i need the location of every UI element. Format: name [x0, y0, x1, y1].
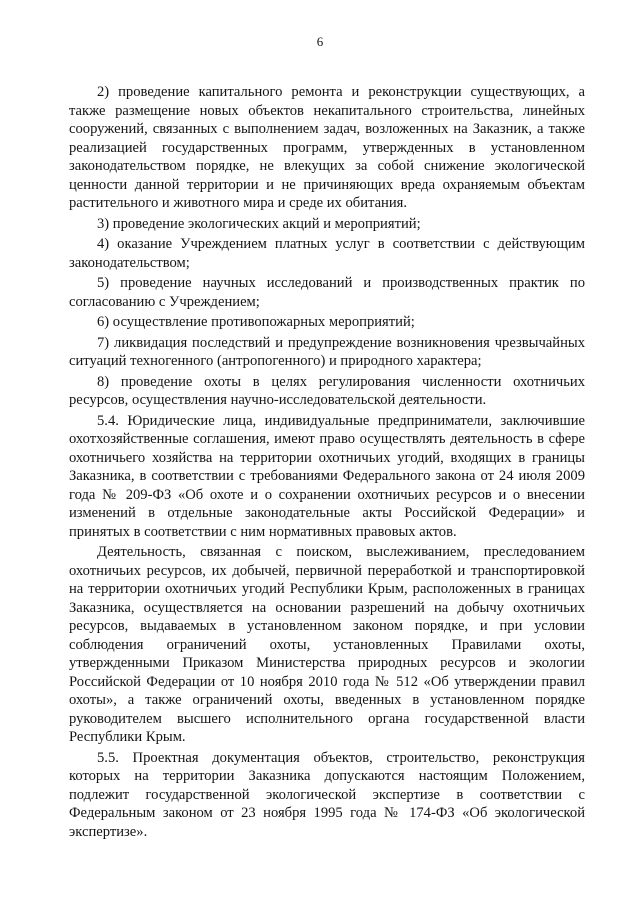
- paragraph-section-5-4: 5.4. Юридические лица, индивидуальные предприниматели, заключившие охотхозяйственные соглашения, имеют право осуществлять деятельность в сфере охотничьего хозяйства на территории охотничьих угодий, входящих в границы Заказника, в соответствии с требованиями Федерального закона от 24 июля 2009 года № 209-ФЗ «Об охоте и о сохранении охотничьих ресурсов и о внесении изменений в отдельные законодательные акты Российской Федерации» и принятых в соответствии с ним нормативных правовых актов.: [69, 412, 585, 540]
- document-body: [69, 83, 585, 843]
- paragraph-item-7: 7) ликвидация последствий и предупреждение возникновения чрезвычайных ситуаций техногенного (антропогенного) и природного характера;: [69, 334, 585, 369]
- paragraph-item-6: 6) осуществление противопожарных мероприятий;: [97, 314, 415, 330]
- paragraph-section-5-5: 5.5. Проектная документация объектов, строительство, реконструкция которых на территории Заказника допускаются настоящим Положением, подлежит государственной экологической экспертизе в соответствии с Федеральным законом от 23 ноября 1995 года № 174-ФЗ «Об экологической экспертизе».: [69, 749, 585, 840]
- page-number: 6: [316, 34, 324, 49]
- paragraph-item-2: 2) проведение капитального ремонта и реконструкции существующих, а также размещение новых объектов некапитального строительства, линейных сооружений, связанных с выполнением задач, возложенных на Заказник, а также реализацией государственных программ, утвержденных в установленном законодательством порядке, не влекущих за собой снижение экологической ценности данной территории и не причиняющих вреда охраняемым объектам растительного и животного мира и среде их обитания.: [69, 84, 585, 211]
- paragraph-item-3: 3) проведение экологических акций и мероприятий;: [97, 215, 421, 232]
- paragraph-item-8: 8) проведение охоты в целях регулирования численности охотничьих ресурсов, осуществления научно-исследовательской деятельности.: [69, 373, 585, 408]
- paragraph-hunting-activity: Деятельность, связанная с поиском, выслеживанием, преследованием охотничьих ресурсов, их добычей, первичной переработкой и транспортировкой на территории охотничьих угодий Республики Крым, расположенных в границах Заказника, осуществляется на основании разрешений на добычу охотничьих ресурсов, выдаваемых в установленном законом порядке, и при условии соблюдения ограничений охоты, установленных Правилами охоты, утвержденными Приказом Министерства природных ресурсов и экологии Российской Федерации от 10 ноября 2010 года № 512 «Об утверждении правил охоты», а также ограничений охоты, введенных в установленном порядке руководителем высшего исполнительного органа государственной власти Республики Крым.: [69, 544, 585, 745]
- paragraph-item-4: 4) оказание Учреждением платных услуг в соответствии с действующим законодательством;: [69, 236, 585, 271]
- paragraph-item-5: 5) проведение научных исследований и производственных практик по согласованию с Учреждением;: [69, 275, 585, 310]
